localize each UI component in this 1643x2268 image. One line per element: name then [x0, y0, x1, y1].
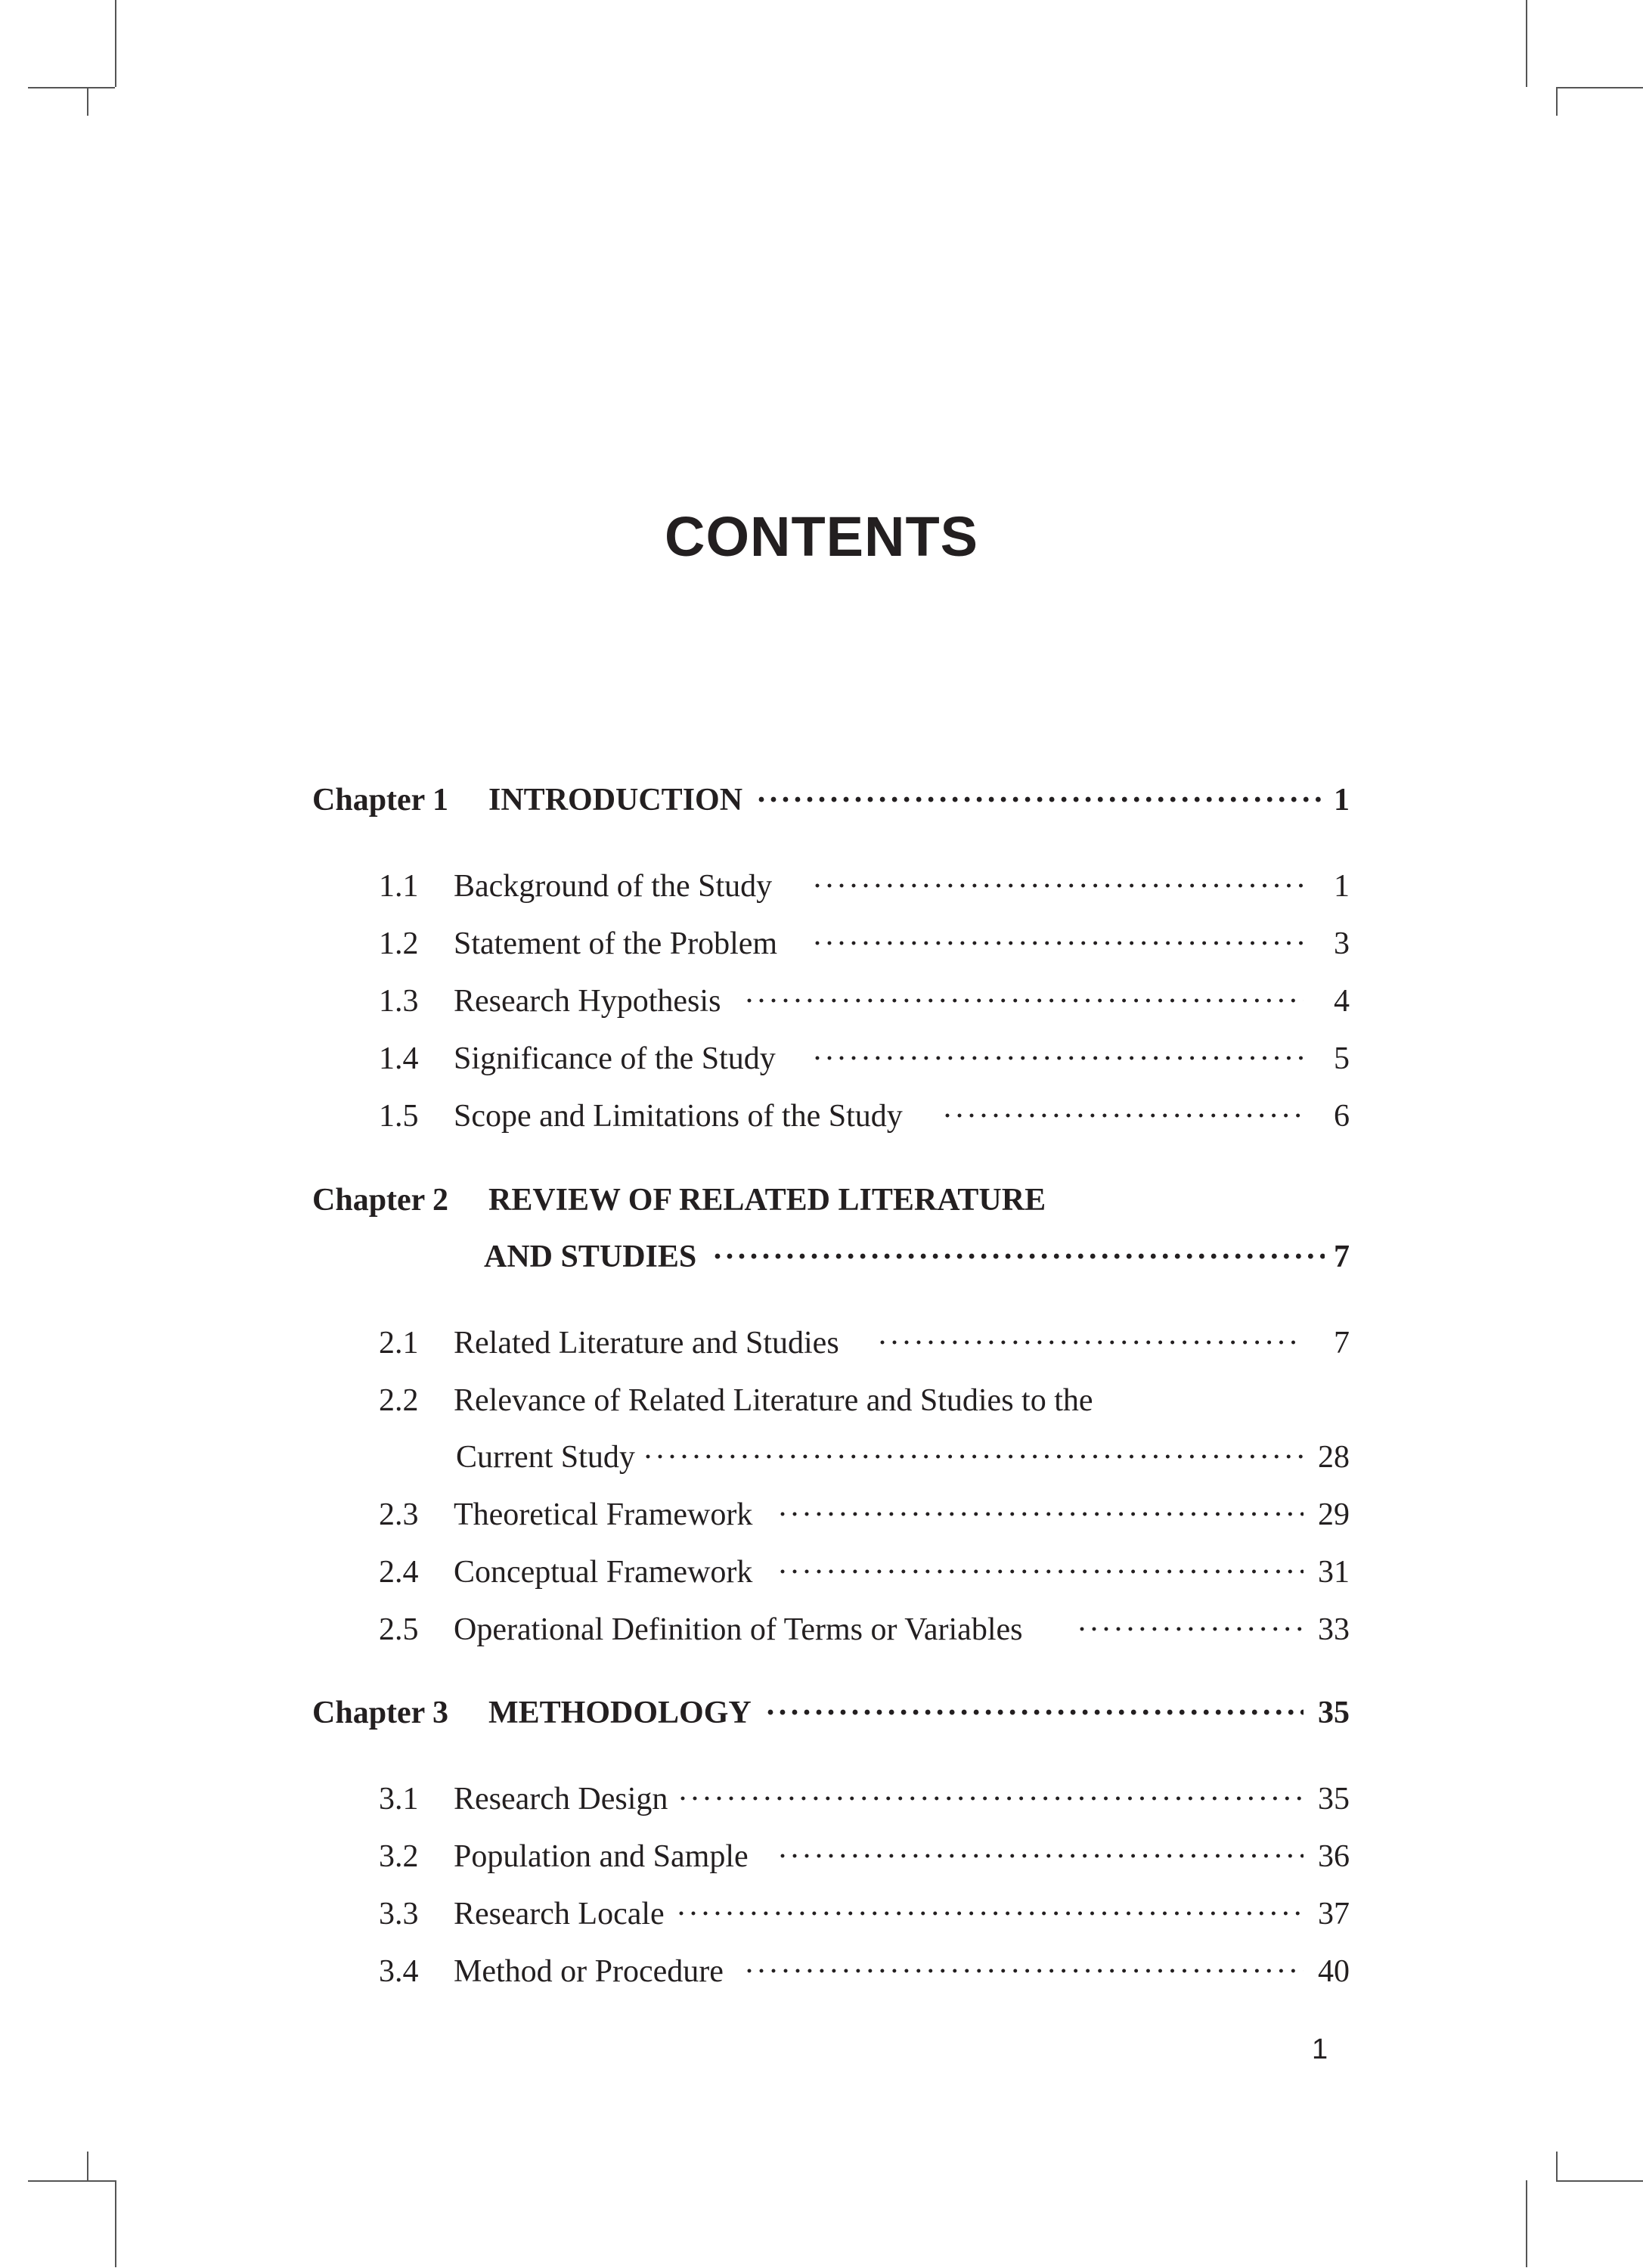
dot-leader: [756, 777, 1325, 823]
page-ref: 28: [1318, 1440, 1350, 1475]
crop-mark: [115, 2180, 116, 2267]
chapter-label: Chapter 3: [312, 1696, 449, 1730]
toc-chapter-row-cont: [0, 1234, 1350, 1280]
page-ref: 5: [1334, 1041, 1350, 1076]
dot-leader: [877, 1320, 1304, 1366]
toc-section-row: [0, 1320, 1350, 1366]
dot-leader: [777, 1834, 1304, 1879]
crop-mark: [1556, 2180, 1643, 2182]
section-title: Background of the Study: [454, 869, 773, 904]
chapter-title: METHODOLOGY: [488, 1696, 752, 1730]
section-number: 1.2: [379, 926, 419, 961]
section-title: Relevance of Related Literature and Studies to the: [454, 1383, 1093, 1418]
dot-leader: [942, 1094, 1304, 1139]
toc-section-row: [0, 1550, 1350, 1595]
toc-section-row: [0, 864, 1350, 909]
chapter-label: Chapter 2: [312, 1183, 449, 1218]
section-number: 1.1: [379, 869, 419, 904]
section-title: Population and Sample: [454, 1839, 749, 1874]
page-title: CONTENTS: [665, 505, 978, 568]
toc-section-row: [0, 1891, 1350, 1937]
page-ref: 4: [1334, 984, 1350, 1019]
crop-mark: [115, 0, 116, 87]
toc-section-row: [0, 1036, 1350, 1081]
dot-leader: [812, 1036, 1304, 1081]
toc-section-row: [0, 1378, 1350, 1423]
page-ref: 1: [1334, 869, 1350, 904]
toc-section-row: [0, 921, 1350, 966]
toc-chapter-row: [0, 1177, 1350, 1223]
page-ref: 7: [1334, 1326, 1350, 1360]
section-title: Research Locale: [454, 1897, 665, 1931]
page-ref: 40: [1318, 1954, 1350, 1989]
page-ref: 35: [1318, 1782, 1350, 1817]
chapter-title: REVIEW OF RELATED LITERATURE: [488, 1183, 1046, 1218]
page-ref: 6: [1334, 1099, 1350, 1134]
section-number: 2.3: [379, 1497, 419, 1532]
crop-mark: [87, 87, 88, 116]
dot-leader: [744, 1949, 1304, 1994]
toc-chapter-row: [0, 777, 1350, 823]
section-number: 2.4: [379, 1555, 419, 1590]
dot-leader: [812, 864, 1304, 909]
section-number: 1.5: [379, 1099, 419, 1134]
section-title: Conceptual Framework: [454, 1555, 753, 1590]
toc-chapter-row: [0, 1690, 1350, 1736]
toc-section-row: [0, 1094, 1350, 1139]
toc-section-row: [0, 1607, 1350, 1652]
section-number: 3.1: [379, 1782, 419, 1817]
section-number: 2.2: [379, 1383, 419, 1418]
section-title: Operational Definition of Terms or Variables: [454, 1612, 1023, 1647]
section-title: Theoretical Framework: [454, 1497, 753, 1532]
section-number: 1.4: [379, 1041, 419, 1076]
crop-mark: [87, 2152, 88, 2180]
crop-mark: [28, 87, 115, 88]
toc-section-row: [0, 1776, 1350, 1822]
crop-mark: [1526, 2180, 1527, 2267]
section-number: 1.3: [379, 984, 419, 1019]
page-ref: 1: [1334, 783, 1350, 818]
crop-mark: [28, 2180, 115, 2182]
dot-leader: [765, 1690, 1304, 1736]
dot-leader: [777, 1492, 1304, 1537]
section-title-cont: Current Study: [456, 1440, 635, 1475]
toc-section-row-cont: [0, 1435, 1350, 1480]
dot-leader: [1077, 1607, 1304, 1652]
toc-section-row: [0, 1949, 1350, 1994]
crop-mark: [1556, 87, 1643, 88]
section-number: 2.5: [379, 1612, 419, 1647]
section-number: 3.4: [379, 1954, 419, 1989]
section-number: 3.3: [379, 1897, 419, 1931]
section-title: Research Design: [454, 1782, 668, 1817]
page-ref: 35: [1318, 1696, 1350, 1730]
chapter-title: INTRODUCTION: [488, 783, 743, 818]
dot-leader: [676, 1891, 1304, 1937]
toc-section-row: [0, 1492, 1350, 1537]
page-number: 1: [1312, 2034, 1328, 2065]
toc-section-row: [0, 979, 1350, 1024]
crop-mark: [1556, 87, 1558, 116]
page-ref: 33: [1318, 1612, 1350, 1647]
dot-leader: [812, 921, 1304, 966]
chapter-title-cont: AND STUDIES: [484, 1239, 697, 1274]
dot-leader: [677, 1776, 1304, 1822]
section-title: Research Hypothesis: [454, 984, 721, 1019]
section-title: Statement of the Problem: [454, 926, 778, 961]
chapter-label: Chapter 1: [312, 783, 449, 818]
page-ref: 3: [1334, 926, 1350, 961]
dot-leader: [712, 1234, 1325, 1280]
page-ref: 37: [1318, 1897, 1350, 1931]
page-ref: 36: [1318, 1839, 1350, 1874]
section-number: 2.1: [379, 1326, 419, 1360]
section-title: Scope and Limitations of the Study: [454, 1099, 903, 1134]
crop-mark: [1526, 0, 1527, 87]
dot-leader: [643, 1435, 1304, 1480]
page-ref: 31: [1318, 1555, 1350, 1590]
dot-leader: [777, 1550, 1304, 1595]
page-ref: 7: [1334, 1239, 1350, 1274]
toc-section-row: [0, 1834, 1350, 1879]
section-title: Method or Procedure: [454, 1954, 724, 1989]
section-number: 3.2: [379, 1839, 419, 1874]
page-ref: 29: [1318, 1497, 1350, 1532]
dot-leader: [744, 979, 1304, 1024]
section-title: Significance of the Study: [454, 1041, 776, 1076]
section-title: Related Literature and Studies: [454, 1326, 839, 1360]
crop-mark: [1556, 2152, 1558, 2180]
